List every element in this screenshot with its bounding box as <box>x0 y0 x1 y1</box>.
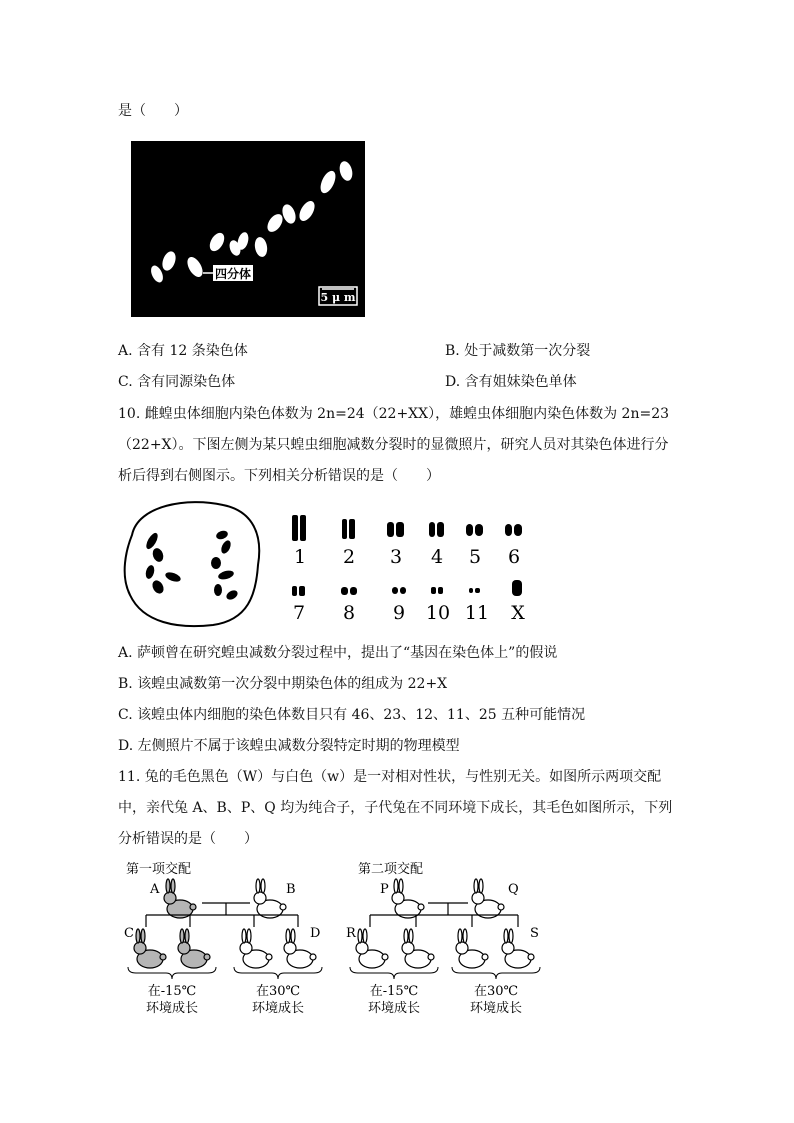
karyotype-row1-shapes <box>292 515 522 541</box>
rabbit-child-white2-icon <box>402 929 434 968</box>
q9-option-c: C. 含有同源染色体 <box>118 374 236 390</box>
rabbit-p-icon <box>392 879 424 918</box>
cell-chromosomes <box>144 529 239 601</box>
env-cold-label-4: 环境成长 <box>367 1001 421 1016</box>
rabbit-child-white3-icon <box>456 929 488 968</box>
child-c-label: C <box>124 926 134 941</box>
karyotype-label-7: 7 <box>292 602 306 624</box>
env-warm-label-4: 环境成长 <box>469 1001 523 1016</box>
karyotype-label-x: X <box>511 602 525 624</box>
parent-p-label: P <box>380 882 389 897</box>
q10-option-d: D. 左侧照片不属于该蝗虫减数分裂特定时期的物理模型 <box>118 738 460 754</box>
tetrad-micrograph <box>131 141 365 317</box>
q11-line-3: 分析错误的是（ ） <box>118 831 258 847</box>
env-cold-label-3: 在-15℃ <box>369 984 419 999</box>
child-r-label: R <box>346 926 356 941</box>
karyotype-label-9: 9 <box>392 602 406 624</box>
cell-outline <box>125 502 260 626</box>
env-warm-label-1: 在30℃ <box>255 984 301 999</box>
env-cold-label-1: 在-15℃ <box>147 984 197 999</box>
rabbit-q-icon <box>472 879 504 918</box>
child-d-label: D <box>310 926 321 941</box>
karyotype-label-11: 11 <box>464 602 490 624</box>
q10-option-a: A. 萨顿曾在研究蝗虫减数分裂过程中，提出了“基因在染色体上”的假说 <box>118 645 558 661</box>
env-cold-label-2: 环境成长 <box>145 1001 199 1016</box>
karyotype-label-4: 4 <box>430 546 444 568</box>
env-warm-label-2: 环境成长 <box>251 1001 305 1016</box>
cross1-title: 第一项交配 <box>126 862 192 877</box>
tetrad-label: 四分体 <box>214 267 252 281</box>
cross2-title: 第二项交配 <box>358 862 424 877</box>
karyotype-label-5: 5 <box>468 546 482 568</box>
rabbit-child-white-icon <box>240 929 272 968</box>
q9-option-b: B. 处于减数第一次分裂 <box>445 343 591 359</box>
parent-q-label: Q <box>508 882 519 897</box>
karyotype-label-6: 6 <box>507 546 521 568</box>
karyotype-row2-shapes <box>292 580 522 596</box>
scale-bar-label: 5 μ m <box>320 291 356 304</box>
rabbit-cross-figure <box>118 855 558 1020</box>
karyotype-label-2: 2 <box>342 546 356 568</box>
q10-line-1: 10. 雌蝗虫体细胞内染色体数为 2n=24（22+XX），雄蝗虫体细胞内染色体数为 2n=23 <box>118 406 670 422</box>
q10-line-3: 析后得到右侧图示。下列相关分析错误的是（ ） <box>118 468 440 484</box>
q11-line-2: 中，亲代兔 A、B、P、Q 均为纯合子，子代兔在不同环境下成长，其毛色如图所示，下列 <box>118 800 673 816</box>
rabbit-c-icon <box>134 929 166 968</box>
q10-line-2: （22+X）。下图左侧为某只蝗虫细胞减数分裂时的显微照片，研究人员对其染色体进行分 <box>118 437 669 453</box>
rabbit-r-icon <box>356 929 388 968</box>
q9-option-d: D. 含有姐妹染色单体 <box>445 374 577 390</box>
karyotype-label-8: 8 <box>342 602 356 624</box>
rabbit-b-icon <box>254 879 286 918</box>
q10-option-c: C. 该蝗虫体内细胞的染色体数目只有 46、23、12、11、25 五种可能情况 <box>118 707 586 723</box>
parent-a-label: A <box>150 882 160 897</box>
q9-option-a: A. 含有 12 条染色体 <box>118 343 248 359</box>
rabbit-a-icon <box>164 879 196 918</box>
parent-b-label: B <box>286 882 296 897</box>
karyotype-figure <box>118 495 558 635</box>
group-braces <box>128 967 540 979</box>
rabbit-child-gray-icon <box>178 929 210 968</box>
q9-stem-tail: 是（ ） <box>118 103 188 119</box>
cross-lines <box>146 903 518 927</box>
karyotype-label-3: 3 <box>389 546 403 568</box>
env-warm-label-3: 在30℃ <box>473 984 519 999</box>
karyotype-label-1: 1 <box>293 546 307 568</box>
q10-option-b: B. 该蝗虫减数第一次分裂中期染色体的组成为 22+X <box>118 676 448 692</box>
child-s-label: S <box>530 926 539 941</box>
q11-line-1: 11. 兔的毛色黑色（W）与白色（w）是一对相对性状，与性别无关。如图所示两项交配 <box>118 769 662 785</box>
karyotype-label-10: 10 <box>425 602 451 624</box>
